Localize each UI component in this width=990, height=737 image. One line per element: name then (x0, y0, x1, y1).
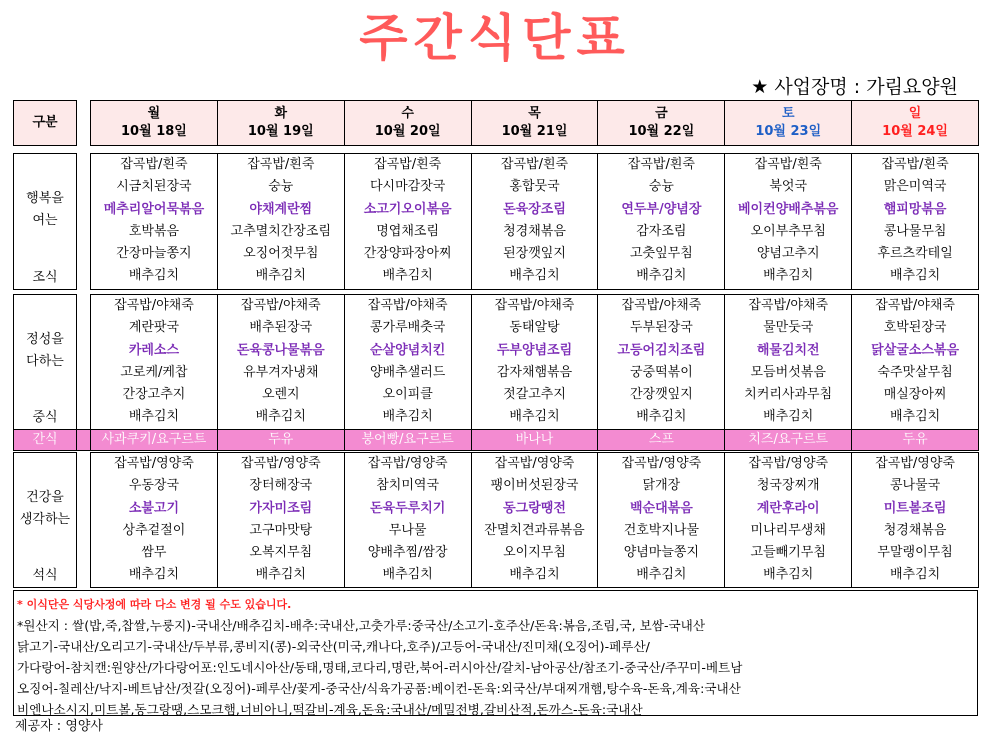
column-gap (77, 453, 91, 588)
menu-item: 잔멸치견과류볶음 (484, 522, 585, 538)
column-gap (77, 429, 91, 450)
menu-item: 시금치된장국 (116, 179, 192, 195)
day-header (91, 101, 218, 146)
menu-item: 배추김치 (636, 567, 687, 583)
menu-item: 배추김치 (636, 409, 687, 425)
breakfast-day-cell (217, 154, 344, 290)
menu-item: 잡곡밥/흰죽 (627, 157, 695, 172)
menu-item: 간장고추지 (122, 387, 186, 403)
day-date: 10월 23일 (755, 124, 822, 139)
breakfast-day-cell (598, 154, 725, 290)
origin-note-line: 오징어-칠레산/낙지-베트남산/젓갈(오징어)-페루산/꽃게-중국산/식육가공품:베이컨-돈육:외국산/부대찌개햄,탕수육-돈육,계육:국내산 (17, 681, 741, 696)
menu-item: 감자채햄볶음 (496, 364, 573, 380)
menu-item: 배추김치 (128, 409, 180, 425)
menu-item: 청국장찌개 (756, 478, 820, 494)
menu-item: 양념고추지 (756, 246, 820, 262)
dinner-side-label (14, 453, 77, 588)
menu-item: 배추김치 (763, 409, 814, 425)
menu-item: 양념마늘쫑지 (623, 545, 700, 561)
menu-item: 잡곡밥/흰죽 (247, 157, 315, 172)
menu-item: 고춧잎무침 (629, 246, 693, 262)
meal-name: 중식 (32, 409, 58, 425)
lunch-day-cell (598, 295, 725, 430)
menu-item: 상추겉절이 (122, 522, 186, 538)
menu-item: 양배추찜/쌈장 (367, 545, 448, 561)
origin-note-line: 비엔나소시지,미트볼,동그랑땡,스모크햄,너비아니,떡갈비-계육,돈육:국내산/메밀전병,갈비산적,돈까스-돈육:국내산 (17, 702, 643, 717)
menu-item: 콩나물국 (889, 478, 941, 494)
menu-item: 참치미역국 (376, 478, 440, 494)
menu-item: 모듬버섯볶음 (750, 364, 826, 380)
meal-name: 조식 (32, 270, 58, 285)
provider-label: 제공자 : 영양사 (15, 719, 103, 734)
menu-item: 잡곡밥/야채죽 (748, 298, 829, 313)
menu-item: 배추김치 (128, 567, 180, 583)
column-gap (77, 295, 91, 430)
menu-item: 청경채볶음 (883, 522, 947, 538)
menu-item: 맑은미역국 (883, 179, 947, 195)
main-dish: 햄피망볶음 (883, 201, 947, 217)
menu-item: 배추김치 (382, 268, 433, 284)
menu-header (13, 100, 979, 146)
menu-item: 북엇국 (769, 179, 808, 195)
dinner-day-cell (725, 453, 852, 588)
menu-item: 콩가루배춧국 (369, 320, 446, 336)
side-line: 생각하는 (19, 512, 71, 527)
menu-item: 잡곡밥/흰죽 (754, 157, 822, 172)
main-dish: 가자미조림 (249, 500, 313, 516)
menu-item: 무말랭이무침 (877, 545, 953, 561)
main-dish: 동그랑땡전 (503, 500, 566, 516)
menu-item: 배추김치 (255, 409, 306, 425)
menu-item: 계란팟국 (128, 320, 180, 336)
breakfast-day-cell (471, 154, 598, 290)
menu-item: 호박된장국 (883, 320, 947, 336)
menu-item: 잡곡밥/야채죽 (621, 298, 702, 313)
menu-item: 배추김치 (128, 268, 180, 284)
dinner-day-cell (217, 453, 344, 588)
menu-item: 잡곡밥/영양죽 (621, 456, 702, 471)
menu-item: 양배추샐러드 (369, 364, 446, 380)
menu-item: 치커리사과무침 (744, 387, 833, 403)
day-name: 화 (274, 106, 288, 121)
snack-item: 치즈/요구르트 (725, 429, 852, 450)
menu-item: 배추김치 (509, 409, 560, 425)
main-dish: 닭살굴소스볶음 (871, 342, 960, 358)
breakfast-side-label (14, 154, 77, 290)
main-dish: 돈육콩나물볶음 (236, 342, 325, 358)
main-dish: 연두부/양념장 (621, 201, 702, 217)
menu-item: 쌈무 (141, 545, 167, 561)
menu-item: 유부겨자냉채 (243, 364, 319, 380)
menu-item: 궁중떡볶이 (629, 364, 693, 380)
menu-item: 숭늉 (648, 179, 674, 195)
menu-item: 다시마감잣국 (369, 179, 446, 195)
menu-item: 호박볶음 (128, 223, 180, 239)
menu-item: 두부된장국 (629, 320, 693, 336)
menu-item: 간장양파장아찌 (363, 246, 452, 262)
main-dish: 백순대볶음 (629, 500, 693, 516)
snack-label: 간식 (14, 429, 77, 450)
origin-note-line: 닭고기-국내산/오리고기-국내산/두부류,콩비지(콩)-외국산(미국,캐나다,호주)/고등어-국내산/진미채(오징어)-페루산/ (17, 639, 650, 654)
menu-item: 젓갈고추지 (503, 387, 566, 403)
facility-name: ★ 사업장명 : 가림요양원 (751, 76, 958, 98)
main-dish: 미트볼조림 (883, 500, 947, 516)
menu-item: 배추김치 (255, 567, 306, 583)
menu-item: 숭늉 (268, 179, 294, 195)
main-dish: 카레소스 (128, 342, 180, 358)
snack-item: 바나나 (471, 429, 598, 450)
lunch-day-cell (852, 295, 979, 430)
menu-item: 후르츠칵테일 (877, 246, 953, 262)
day-name: 수 (401, 106, 414, 121)
menu-item: 고로케/케찹 (120, 364, 188, 380)
menu-item: 배추된장국 (249, 320, 313, 336)
menu-item: 잡곡밥/영양죽 (494, 456, 575, 471)
snack-item: 사과쿠키/요구르트 (91, 429, 218, 450)
menu-item: 잡곡밥/영양죽 (748, 456, 829, 471)
main-dish: 두부양념조림 (496, 342, 573, 358)
menu-item: 오징어젓무침 (243, 246, 319, 262)
side-line: 건강을 (26, 490, 64, 505)
snack-item: 붕어빵/요구르트 (344, 429, 471, 450)
menu-item: 배추김치 (382, 409, 433, 425)
menu-item: 팽이버섯된장국 (490, 478, 579, 494)
menu-item: 잡곡밥/야채죽 (240, 298, 321, 313)
lunch-day-cell (91, 295, 218, 430)
header-label: 구분 (14, 101, 77, 146)
breakfast-day-cell (852, 154, 979, 290)
side-line: 다하는 (26, 354, 64, 369)
menu-item: 닭개장 (642, 478, 681, 494)
menu-item: 잡곡밥/영양죽 (367, 456, 448, 471)
menu-item: 배추김치 (636, 268, 687, 284)
menu-item: 잡곡밥/흰죽 (374, 157, 442, 172)
menu-item: 배추김치 (509, 567, 560, 583)
menu-item: 잡곡밥/야채죽 (875, 298, 955, 313)
dinner-day-cell (91, 453, 218, 588)
main-dish: 돈육장조림 (503, 201, 566, 217)
breakfast-block (13, 153, 979, 290)
main-dish: 소불고기 (128, 500, 180, 516)
lunch-day-cell (217, 295, 344, 430)
breakfast-day-cell (91, 154, 218, 290)
day-date: 10월 18일 (121, 124, 187, 139)
column-gap (77, 154, 91, 290)
menu-item: 배추김치 (763, 268, 814, 284)
day-name: 목 (528, 106, 541, 121)
main-dish: 야채계란찜 (249, 201, 313, 217)
menu-item: 오렌지 (261, 387, 300, 403)
side-line: 정성을 (26, 332, 64, 347)
menu-item: 배추김치 (889, 268, 941, 284)
menu-item: 미나리무생채 (750, 522, 826, 538)
snack-item: 스프 (598, 429, 725, 450)
meal-name: 석식 (32, 567, 58, 583)
day-header (852, 101, 979, 146)
menu-item: 우동장국 (128, 478, 180, 494)
menu-item: 오복지무침 (249, 545, 313, 561)
day-date: 10월 24일 (882, 124, 948, 139)
side-line: 여는 (32, 213, 58, 228)
main-dish: 소고기오이볶음 (363, 201, 452, 217)
menu-item: 오이피클 (382, 387, 433, 403)
breakfast-day-cell (344, 154, 471, 290)
snack-item: 두유 (852, 429, 979, 450)
lunch-block (13, 294, 979, 451)
main-dish: 고등어김치조림 (617, 342, 706, 358)
menu-item: 배추김치 (889, 567, 941, 583)
day-date: 10월 20일 (374, 124, 441, 139)
menu-item: 잡곡밥/야채죽 (367, 298, 448, 313)
menu-item: 잡곡밥/흰죽 (120, 157, 188, 172)
day-name: 토 (781, 106, 795, 121)
menu-item: 장터해장국 (249, 478, 313, 494)
menu-item: 동태알탕 (509, 320, 560, 336)
menu-item: 잡곡밥/흰죽 (881, 157, 949, 172)
day-date: 10월 19일 (247, 124, 314, 139)
breakfast-day-cell (725, 154, 852, 290)
lunch-day-cell (725, 295, 852, 430)
menu-item: 콩나물무침 (883, 223, 947, 239)
notes-box (13, 590, 978, 716)
menu-item: 오이지무침 (503, 545, 566, 561)
day-date: 10월 22일 (628, 124, 695, 139)
menu-item: 배추김치 (255, 268, 306, 284)
menu-item: 홍합뭇국 (509, 179, 560, 195)
menu-item: 배추김치 (889, 409, 941, 425)
menu-item: 간장깻잎지 (629, 387, 693, 403)
menu-item: 고추멸치간장조림 (230, 223, 332, 239)
menu-item: 명엽채조림 (376, 223, 440, 239)
origin-note-line: *원산지 : 쌀(밥,죽,찹쌀,누룽지)-국내산/배추김치-배추:국내산,고춧가루:중국산/소고기-호주산/돈육:볶음,조림,국, 보쌈-국내산 (17, 618, 705, 633)
menu-item: 배추김치 (509, 268, 560, 284)
menu-item: 고들빼기무침 (750, 545, 826, 561)
day-header (217, 101, 344, 146)
dinner-block (13, 452, 979, 588)
origin-note-line: 가다랑어-참치캔:원양산/가다랑어포:인도네시아산/동태,명태,코다리,명란,북어-러시아산/갈치-남아공산/참조기-중국산/주꾸미-베트남 (17, 660, 743, 675)
page-title: 주간식단표 (359, 9, 631, 67)
menu-item: 배추김치 (382, 567, 433, 583)
main-dish: 베이컨양배추볶음 (737, 201, 839, 217)
lunch-day-cell (471, 295, 598, 430)
lunch-day-cell (344, 295, 471, 430)
menu-item: 잡곡밥/야채죽 (114, 298, 194, 313)
menu-item: 배추김치 (763, 567, 814, 583)
menu-item: 물만둣국 (763, 320, 814, 336)
menu-item: 숙주맛살무침 (877, 364, 953, 380)
day-name: 일 (908, 106, 922, 121)
menu-item: 잡곡밥/영양죽 (240, 456, 321, 471)
day-header (598, 101, 725, 146)
main-dish: 돈육두루치기 (369, 500, 446, 516)
menu-item: 잡곡밥/영양죽 (114, 456, 194, 471)
menu-item: 간장마늘쫑지 (116, 246, 192, 262)
day-name: 월 (147, 106, 161, 121)
menu-item: 고구마맛탕 (249, 522, 313, 538)
lunch-side-label (14, 295, 77, 430)
menu-item: 청경채볶음 (503, 223, 566, 239)
menu-item: 매실장아찌 (883, 387, 947, 403)
main-dish: 해물김치전 (756, 342, 820, 358)
change-warning: * 이식단은 식당사정에 따라 다소 변경 될 수도 있습니다. (17, 598, 292, 611)
menu-item: 무나물 (388, 522, 427, 538)
header-gap (77, 101, 91, 146)
side-line: 행복을 (26, 191, 64, 206)
dinner-day-cell (852, 453, 979, 588)
dinner-day-cell (471, 453, 598, 588)
dinner-day-cell (598, 453, 725, 588)
day-name: 금 (655, 106, 668, 121)
main-dish: 순살양념치킨 (369, 342, 446, 358)
day-date: 10월 21일 (501, 124, 568, 139)
menu-item: 건호박지나물 (623, 522, 700, 538)
menu-item: 잡곡밥/야채죽 (494, 298, 575, 313)
menu-item: 된장깻잎지 (503, 246, 566, 262)
day-header (344, 101, 471, 146)
day-header (471, 101, 598, 146)
day-header (725, 101, 852, 146)
snack-item: 두유 (217, 429, 344, 450)
menu-item: 잡곡밥/흰죽 (500, 157, 569, 172)
menu-item: 오이부추무침 (750, 223, 826, 239)
menu-item: 감자조림 (636, 223, 687, 239)
main-dish: 메추리알어묵볶음 (103, 201, 205, 217)
dinner-day-cell (344, 453, 471, 588)
menu-item: 잡곡밥/영양죽 (875, 456, 955, 471)
main-dish: 계란후라이 (756, 500, 820, 516)
